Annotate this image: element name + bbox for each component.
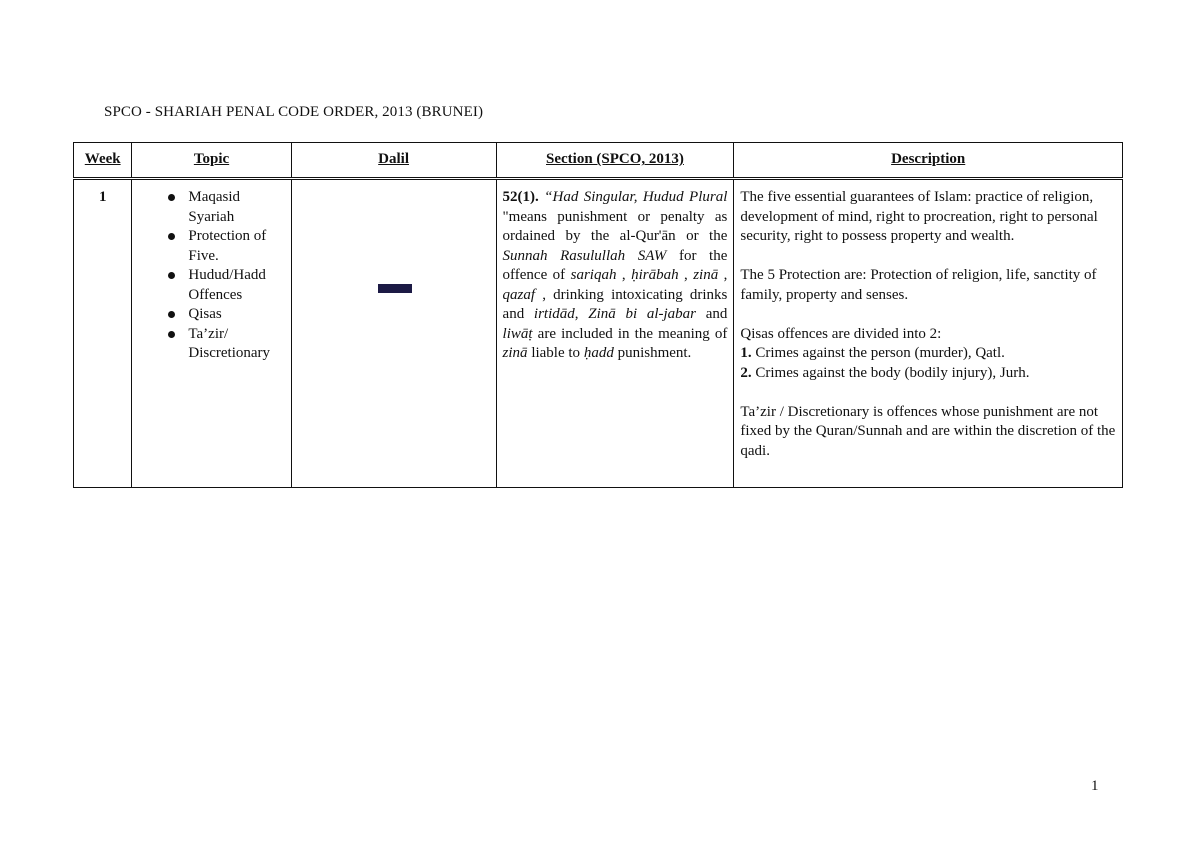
irtidad-term: irtidād bbox=[533, 306, 575, 322]
description-paragraph: The 5 Protection are: Protection of religion, life, sanctity of family, property and senses. bbox=[740, 267, 1097, 303]
topic-text: Hudud/Hadd Offences bbox=[188, 267, 266, 303]
topic-text: Qisas bbox=[188, 306, 222, 322]
section-text-part: and bbox=[696, 306, 728, 322]
section-cell bbox=[496, 179, 734, 488]
bullet-icon bbox=[168, 311, 175, 318]
list-item-text: Crimes against the body (bodily injury), Jurh. bbox=[751, 364, 1030, 381]
topic-list bbox=[138, 188, 284, 364]
header-description: Description bbox=[734, 143, 1123, 179]
header-section: Section (SPCO, 2013) bbox=[496, 143, 734, 179]
section-number: 52(1). bbox=[502, 189, 539, 205]
topic-text: Protection of Five. bbox=[188, 228, 267, 264]
table-row bbox=[74, 179, 1123, 488]
topic-text: Ta’zir/ Discretionary bbox=[188, 325, 271, 361]
bullet-icon bbox=[168, 331, 175, 338]
bullet-icon bbox=[168, 233, 175, 240]
header-dalil: Dalil bbox=[291, 143, 496, 179]
list-item bbox=[138, 188, 284, 227]
section-text-part: for the offence of bbox=[502, 247, 728, 283]
bullet-icon bbox=[168, 272, 175, 279]
zina-term-2: zinā bbox=[502, 345, 528, 361]
header-week: Week bbox=[74, 143, 132, 179]
zina-bi-al-jabar-term: Zinā bi al-jabar bbox=[588, 306, 696, 322]
section-text-part: are included in the meaning of bbox=[532, 325, 728, 342]
description-paragraph: Ta’zir / Discretionary is offences whose punishment are not fixed by the Quran/Sunnah and are within the discretion of the qadi. bbox=[740, 403, 1116, 459]
page-number: 1 bbox=[1091, 778, 1099, 794]
list-item bbox=[138, 227, 284, 266]
section-text-part: liable to bbox=[527, 345, 584, 361]
qazaf-term: qazaf bbox=[502, 286, 536, 303]
section-text bbox=[503, 188, 728, 364]
list-number: 1. bbox=[740, 345, 752, 361]
list-item bbox=[138, 266, 284, 305]
syllabus-table bbox=[73, 142, 1123, 488]
syllabus-table-container bbox=[73, 142, 1123, 488]
hirabah-term: ḥirābah bbox=[631, 267, 679, 283]
bullet-icon bbox=[168, 194, 175, 201]
qisas-list bbox=[740, 325, 1116, 384]
section-text-part: "means punishment or penalty as ordained by the al-Qur'ān or the bbox=[502, 208, 728, 244]
section-text-part: , drinking intoxicating drinks and bbox=[502, 286, 728, 322]
zina-term: zinā bbox=[693, 267, 719, 283]
section-text-part: punishment. bbox=[613, 345, 692, 361]
sunnah-term: Sunnah Rasulullah SAW bbox=[502, 247, 667, 264]
sariqah-term: sariqah bbox=[570, 267, 617, 283]
topic-cell bbox=[132, 179, 291, 488]
list-item-text: Crimes against the person (murder), Qatl. bbox=[751, 345, 1005, 361]
hadd-term: ḥadd bbox=[583, 345, 614, 361]
document-title: SPCO - SHARIAH PENAL CODE ORDER, 2013 (BRUNEI) bbox=[104, 104, 484, 120]
week-cell: 1 bbox=[74, 179, 132, 488]
separator: , bbox=[616, 267, 632, 283]
liwat-term: liwāṭ bbox=[502, 325, 533, 342]
dalil-placeholder-bar bbox=[378, 284, 412, 293]
qisas-intro: Qisas offences are divided into 2: bbox=[740, 325, 942, 342]
description-paragraph: The five essential guarantees of Islam: practice of religion, development of mind, right to procreation, right to personal security, right to possess property and wealth. bbox=[740, 189, 1098, 244]
topic-text: Maqasid Syariah bbox=[188, 189, 241, 225]
separator: , bbox=[678, 267, 694, 283]
header-topic: Topic bbox=[132, 143, 291, 179]
separator: , bbox=[574, 306, 589, 322]
list-number: 2. bbox=[740, 364, 752, 381]
separator: , bbox=[718, 267, 728, 283]
dalil-cell bbox=[291, 179, 496, 488]
table-header-row bbox=[74, 143, 1123, 179]
list-item bbox=[138, 325, 284, 364]
list-item bbox=[138, 305, 284, 325]
had-term: “Had Singular, Hudud Plural bbox=[544, 189, 728, 205]
description-cell bbox=[734, 179, 1123, 488]
